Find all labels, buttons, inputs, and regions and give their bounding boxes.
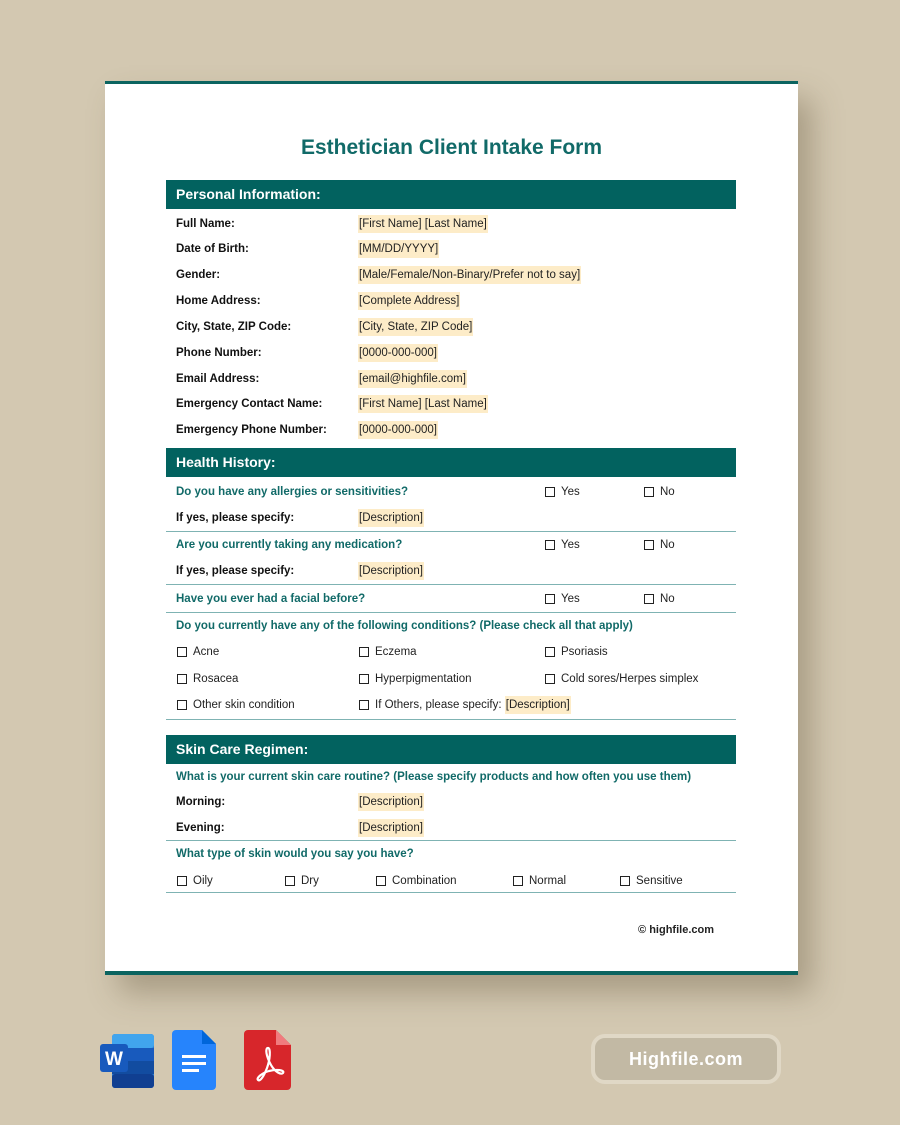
checkbox-medication-yes[interactable]: Yes	[545, 536, 580, 554]
checkbox-icon	[359, 700, 369, 710]
section-header-skincare: Skin Care Regimen:	[166, 735, 736, 764]
question-conditions: Do you currently have any of the following conditions? (Please check all that apply)	[176, 620, 633, 632]
checkbox-icon	[545, 647, 555, 657]
field-label: Full Name:	[176, 218, 235, 230]
checkbox-icon	[545, 540, 555, 550]
field-label: If yes, please specify:	[176, 565, 295, 577]
field-value[interactable]: [First Name] [Last Name]	[358, 215, 488, 233]
checkbox-icon	[545, 487, 555, 497]
checkbox-icon	[620, 876, 630, 886]
pdf-icon[interactable]	[244, 1030, 300, 1090]
checkbox-icon	[177, 674, 187, 684]
divider	[166, 719, 736, 720]
checkbox-combination[interactable]: Combination	[376, 872, 457, 890]
question-routine: What is your current skin care routine? (Please specify products and how often you use them)	[176, 771, 692, 783]
checkbox-icon	[177, 700, 187, 710]
checkbox-icon	[545, 674, 555, 684]
field-label: Morning:	[176, 796, 226, 808]
section-header-health: Health History:	[166, 448, 736, 477]
field-value[interactable]: [Description]	[358, 509, 424, 527]
checkbox-cold-sores[interactable]: Cold sores/Herpes simplex	[545, 670, 698, 688]
field-label: Home Address:	[176, 295, 261, 307]
checkbox-icon	[644, 540, 654, 550]
field-value[interactable]: [Description]	[358, 819, 424, 837]
field-label: Emergency Phone Number:	[176, 424, 327, 436]
google-docs-icon[interactable]	[172, 1030, 228, 1090]
checkbox-rosacea[interactable]: Rosacea	[177, 670, 238, 688]
section-header-personal: Personal Information:	[166, 180, 736, 209]
field-label: Emergency Contact Name:	[176, 398, 323, 410]
checkbox-icon	[359, 674, 369, 684]
checkbox-icon	[644, 487, 654, 497]
form-page	[105, 81, 798, 975]
field-label: City, State, ZIP Code:	[176, 321, 292, 333]
divider	[166, 612, 736, 613]
checkbox-facial-no[interactable]: No	[644, 590, 675, 608]
checkbox-icon	[376, 876, 386, 886]
copyright-text: © highfile.com	[638, 924, 714, 936]
checkbox-sensitive[interactable]: Sensitive	[620, 872, 683, 890]
checkbox-psoriasis[interactable]: Psoriasis	[545, 643, 608, 661]
field-label: Gender:	[176, 269, 221, 281]
field-label: Date of Birth:	[176, 243, 249, 255]
checkbox-icon	[513, 876, 523, 886]
field-value[interactable]: [Description]	[358, 793, 424, 811]
checkbox-normal[interactable]: Normal	[513, 872, 566, 890]
checkbox-dry[interactable]: Dry	[285, 872, 319, 890]
checkbox-allergies-no[interactable]: No	[644, 483, 675, 501]
checkbox-icon	[177, 876, 187, 886]
field-label: Phone Number:	[176, 347, 262, 359]
checkbox-other-condition[interactable]: Other skin condition	[177, 696, 295, 714]
checkbox-icon	[285, 876, 295, 886]
form-title: Esthetician Client Intake Form	[300, 136, 603, 159]
field-value[interactable]: [email@highfile.com]	[358, 370, 467, 388]
field-value[interactable]: [Complete Address]	[358, 292, 460, 310]
checkbox-other-specify[interactable]: If Others, please specify: [Description]	[359, 696, 571, 714]
question-allergies: Do you have any allergies or sensitivities?	[176, 486, 409, 498]
field-value[interactable]: [Description]	[358, 562, 424, 580]
file-format-icons	[100, 1030, 300, 1090]
checkbox-hyperpigmentation[interactable]: Hyperpigmentation	[359, 670, 472, 688]
checkbox-icon	[177, 647, 187, 657]
question-facial: Have you ever had a facial before?	[176, 593, 366, 605]
field-label: Evening:	[176, 822, 225, 834]
question-skin-type: What type of skin would you say you have?	[176, 848, 414, 860]
word-icon[interactable]	[100, 1030, 156, 1090]
field-label: If yes, please specify:	[176, 512, 295, 524]
svg-text:W: W	[105, 1049, 123, 1070]
checkbox-icon	[545, 594, 555, 604]
field-value[interactable]: [Male/Female/Non-Binary/Prefer not to say]	[358, 266, 581, 284]
field-value[interactable]: [0000-000-000]	[358, 421, 438, 439]
divider	[166, 892, 736, 893]
question-medication: Are you currently taking any medication?	[176, 539, 403, 551]
checkbox-oily[interactable]: Oily	[177, 872, 213, 890]
other-specify-value[interactable]: [Description]	[505, 696, 571, 714]
checkbox-allergies-yes[interactable]: Yes	[545, 483, 580, 501]
divider	[166, 584, 736, 585]
field-value[interactable]: [First Name] [Last Name]	[358, 395, 488, 413]
divider	[166, 840, 736, 841]
checkbox-facial-yes[interactable]: Yes	[545, 590, 580, 608]
checkbox-icon	[359, 647, 369, 657]
divider	[166, 531, 736, 532]
field-label: Email Address:	[176, 373, 260, 385]
field-value[interactable]: [0000-000-000]	[358, 344, 438, 362]
checkbox-acne[interactable]: Acne	[177, 643, 219, 661]
highfile-brand-badge[interactable]: Highfile.com	[591, 1034, 781, 1084]
field-value[interactable]: [City, State, ZIP Code]	[358, 318, 473, 336]
checkbox-medication-no[interactable]: No	[644, 536, 675, 554]
checkbox-eczema[interactable]: Eczema	[359, 643, 417, 661]
field-value[interactable]: [MM/DD/YYYY]	[358, 240, 439, 258]
checkbox-icon	[644, 594, 654, 604]
